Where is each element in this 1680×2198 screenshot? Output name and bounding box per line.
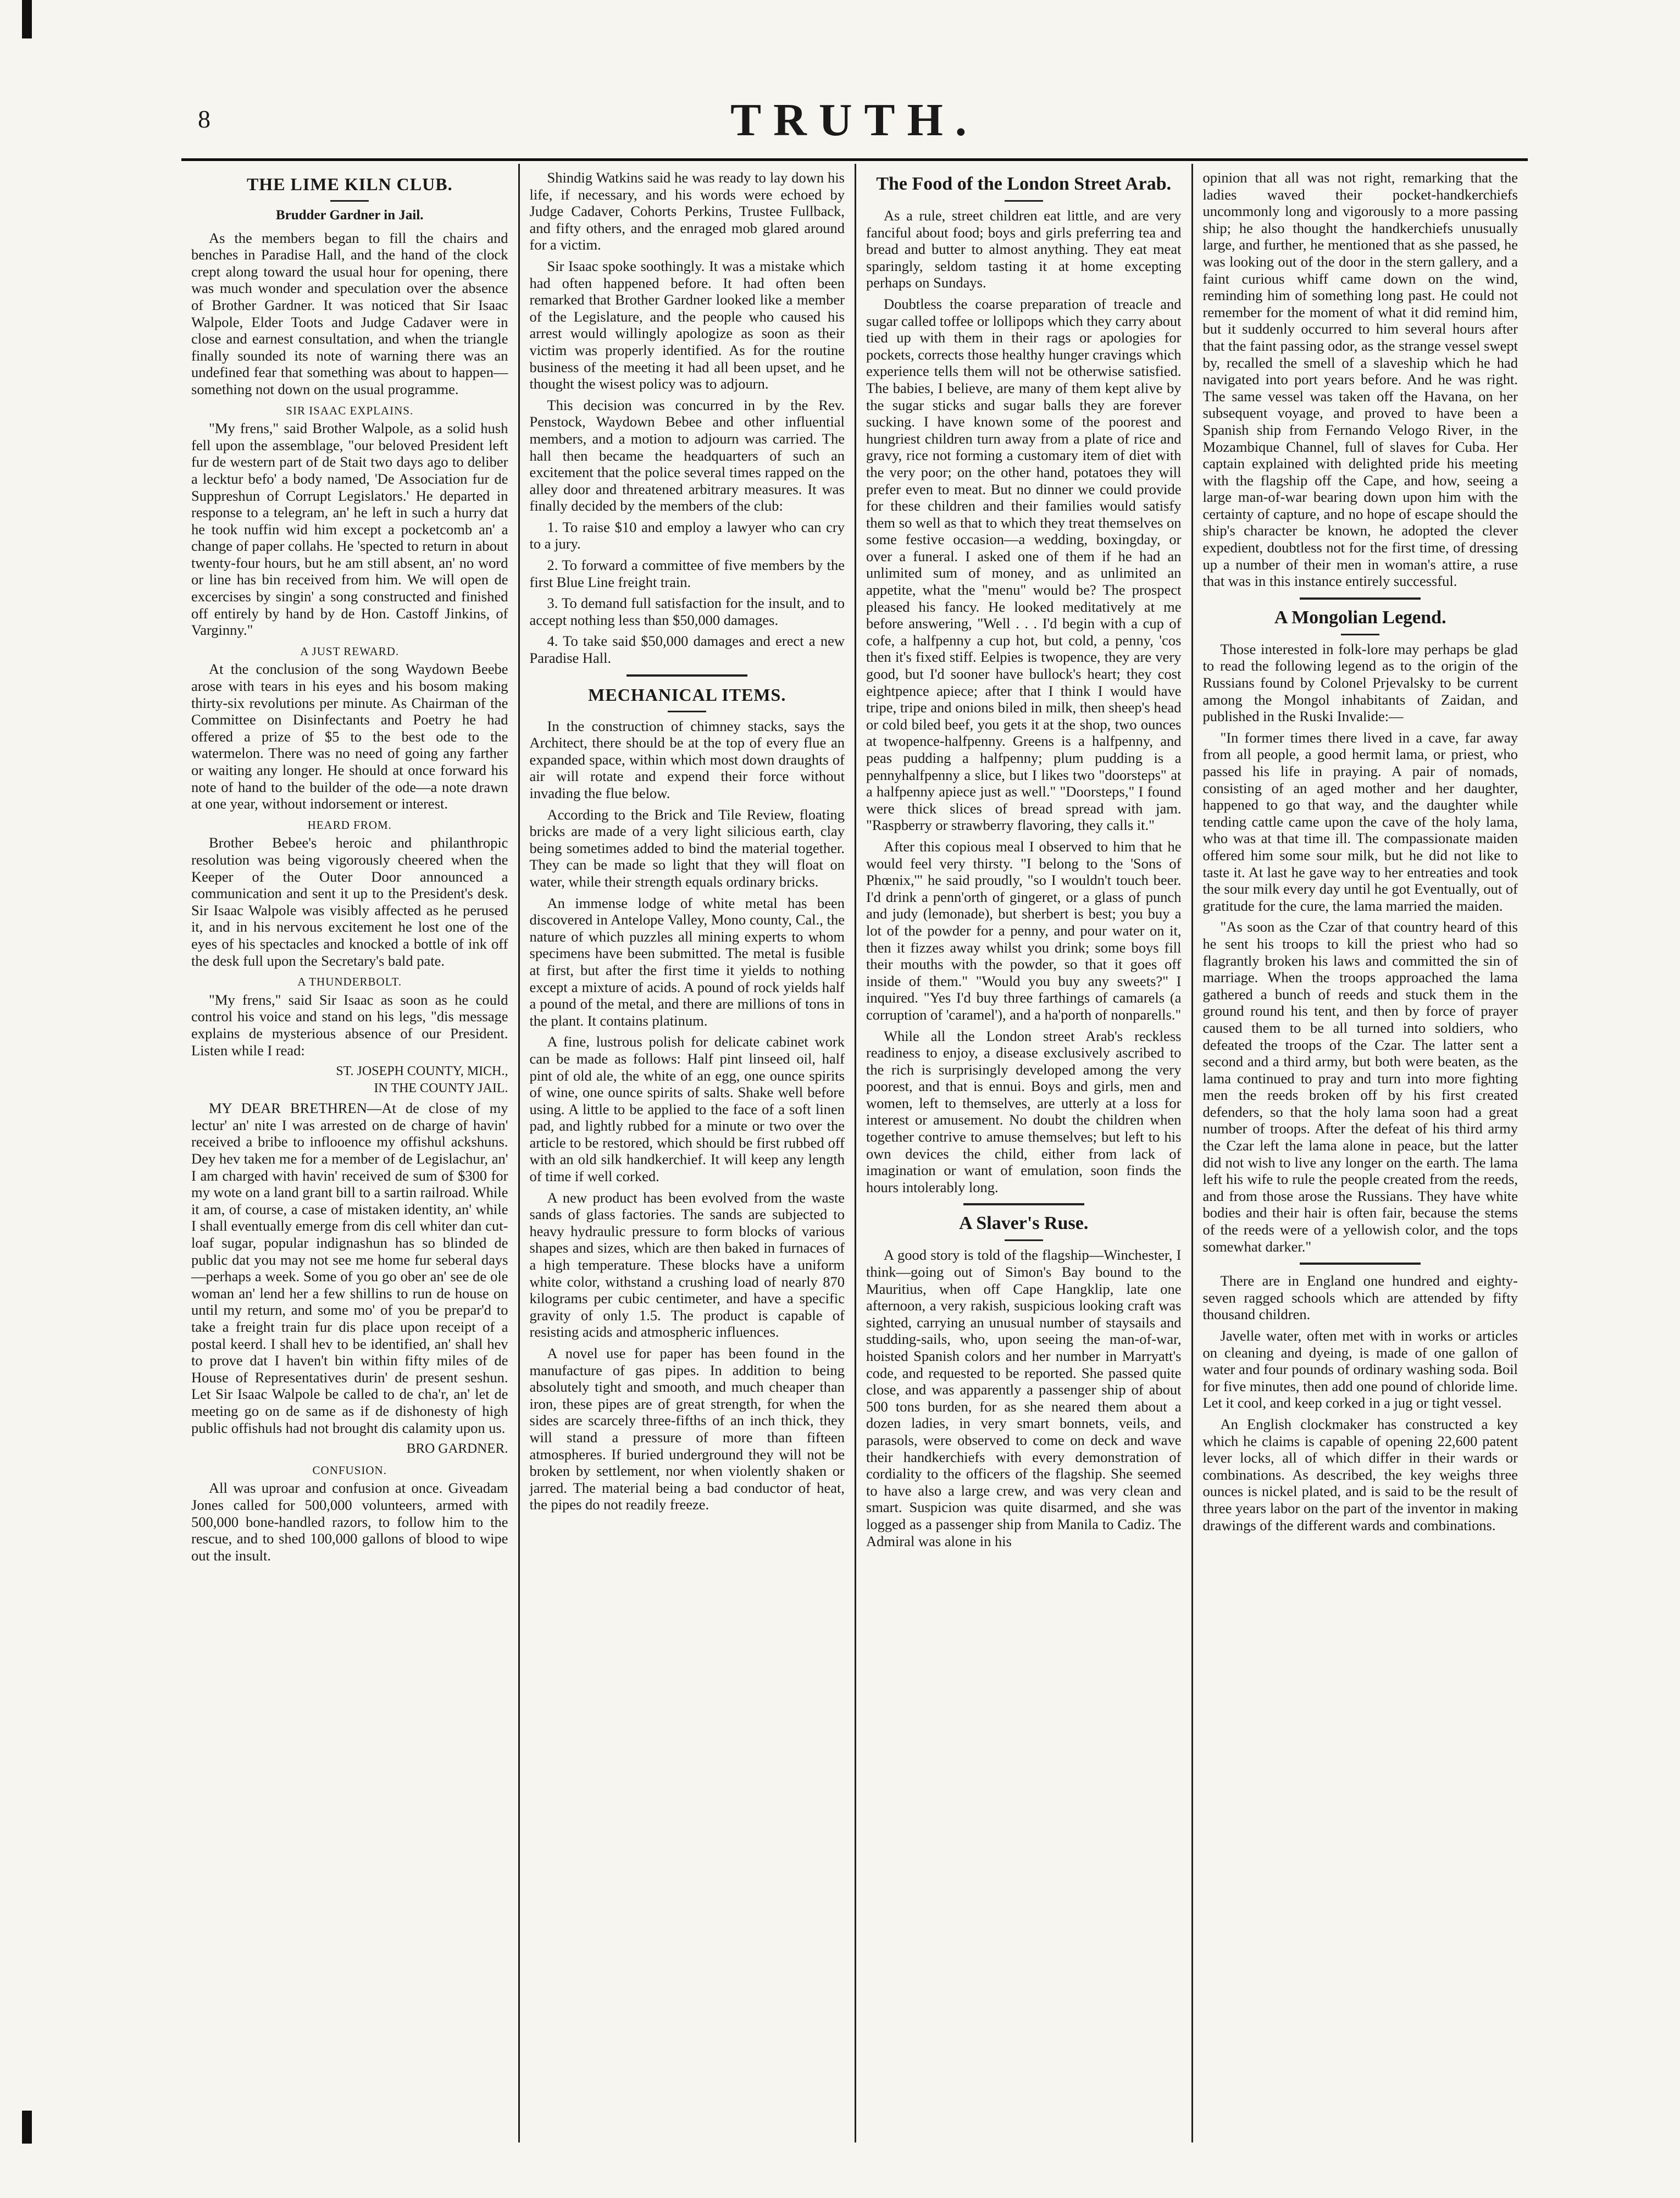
article-title: MECHANICAL ITEMS. — [588, 684, 786, 705]
divider — [1341, 634, 1379, 635]
divider — [1005, 1239, 1043, 1241]
paragraph: After this copious meal I observed to him that he would feel very thirsty. "I belong to the 'Sons of Phœnix,'" he said proudly, "so I wouldn't touch beer. I'd drink a penn'orth of gingeret, or a glass of punch and judy (lemonade), but sherbert is best; you buy a lot of the powder for a penny, and pour water on it, then it fizzes away whilst you drink; some boys fill their mouths with the powder, so that it goes off inside of them." "Would you buy any sweets?" I inquired. "Yes I'd buy three farthings of camarels (a corruption of 'caramel'), and a ha'porth of nonparells." — [866, 838, 1182, 1023]
divider — [668, 711, 706, 712]
article-title: A Mongolian Legend. — [1274, 607, 1446, 628]
divider — [1300, 1263, 1421, 1265]
resolution-item: 3. To demand full satisfaction for the insult, and to accept nothing less than $50,000 damages. — [529, 595, 845, 628]
dateline-place: ST. JOSEPH COUNTY, MICH., — [336, 1064, 508, 1079]
columns — [181, 164, 1528, 2142]
article-subhead: Brudder Gardner in Jail. — [275, 208, 424, 223]
paragraph: As a rule, street children eat little, and are very fanciful about food; boys and girls preferring tea and bread and butter to almost anything. They eat meat sparingly, seldom tasting it at home excepting perhaps on Sundays. — [866, 207, 1182, 291]
paragraph: "As soon as the Czar of that country heard of this he sent his troops to kill the priest who had so flagrantly broken his laws and committed the sin of marriage. When the troops approached the lama gathered a bunch of reeds and stuck them in the ground round his tent, and then by force of prayer caused them to be all turned into soldiers, who defeated the troops of the Czar. The latter sent a second and a third army, but both were beaten, as the lama continued to pray and turn into more fighting men the reeds broken off by his first created defenders, so that the holy lama soon had a great number of troops. After the defeat of his third army the Czar left the lama alone in peace, but the latter did not wish to live any longer on the earth. The lama left his wife to rule the people created from the reeds, and from those arose the Russians. They have white bodies and their hair is often fair, because the stems of the reeds were of a yellowish color, and the tops somewhat darker." — [1202, 918, 1518, 1255]
column-4 — [1191, 164, 1528, 2142]
paragraph: Those interested in folk-lore may perhaps be glad to read the following legend as to the origin of the Russians found by Colonel Prjevalsky to be current among the Mongol inhabitants of Zaidan, and published in the Ruski Invalide:— — [1202, 640, 1518, 725]
dateline-jail: IN THE COUNTY JAIL. — [374, 1081, 508, 1095]
section-heading: HEARD FROM. — [307, 818, 392, 832]
article-title: THE LIME KILN CLUB. — [246, 174, 453, 194]
letter-signature: BRO GARDNER. — [406, 1441, 508, 1457]
paragraph: "In former times there lived in a cave, far away from all people, a good hermit lama, or priest, who passed his life in praying. A pair of nomads, consisting of an aged mother and her daughter, happened to go that way, and the daughter while tending cattle came upon the cave of the holy lama, who was at that time ill. The compassionate maiden offered him some sour milk, but he did not like to taste it. At last he gave way to her entreaties and took the sour milk every day until he got Eventually, out of gratitude for the cure, the lama married the maiden. — [1202, 729, 1518, 914]
section-heading: SIR ISAAC EXPLAINS. — [286, 403, 414, 417]
page-number: 8 — [198, 105, 210, 133]
divider — [1005, 200, 1043, 202]
paragraph: Shindig Watkins said he was ready to lay down his life, if necessary, and his words were echoed by Judge Cadaver, Cohorts Perkins, Trustee Fullback, and fifty others, and the enraged mob glared around for a victim. — [529, 169, 845, 253]
paragraph: opinion that all was not right, remarking that the ladies waved their pocket-handkerchiefs uncommonly long and vigorously to a more passing ship; he also thought the handkerchiefs unusually large, and further, he mentioned that as she passed, he was looking out of the door in the stern gallery, and a faint curious whiff came down on the wind, reminding him of something long past. He could not remember for the moment of what it did remind him, but it suddenly occurred to him several hours after that the faint passing odor, as the strange vessel swept by, recalled the smell of a slaveship which he had navigated into port years before. And he was right. The same vessel was taken off the Havana, on her subsequent voyage, and proved to have been a Spanish ship from Fernando Velogo River, in the Mozambique Channel, full of slaves for Cuba. Her captain explained with delighted pride his meeting with the flagship off the Cape, and how, seeing a large man-of-war bearing down upon him with the certainty of capture, and no hope of escape should the ship's character be known, he adopted the clever expedient, doubtless not for the first time, of dressing up a number of their men in woman's attire, a ruse that was in this instance entirely successful. — [1202, 169, 1518, 590]
letter-dateline — [191, 1063, 508, 1097]
paragraph: A novel use for paper has been found in the manufacture of gas pipes. In addition to being absolutely tight and smooth, and much cheaper than iron, these pipes are of great strength, for when the sides are scarcely three-fifths of an inch thick, they will stand a pressure of more than fifteen atmospheres. If buried underground they will not be broken by settlement, nor when violently shaken or jarred. The material being a bad conductor of heat, the pipes do not readily freeze. — [529, 1345, 845, 1513]
resolution-item: 4. To take said $50,000 damages and erect a new Paradise Hall. — [529, 633, 845, 667]
paragraph: A good story is told of the flagship—Winchester, I think—going out of Simon's Bay bound to the Mauritius, when off Cape Hangklip, late one afternoon, a very rakish, suspicious looking craft was sighted, carrying an unusual number of staysails and studding-sails, who, upon seeing the man-of-war, hoisted Spanish colors and her number in Marryatt's code, and requested to be reported. She passed quite close, and was apparently a passenger ship of about 500 tons burden, for as she neared them about a dozen ladies, in very smart bonnets, veils, and parasols, were observed to come on deck and wave their handkerchiefs with every demonstration of cordiality to the officers of the flagship. She seemed to have also a large crew, and was very clean and smart. Suspicion was quite disarmed, and she was logged as a passenger ship from Manila to Cadiz. The Admiral was alone in his — [866, 1247, 1182, 1549]
divider — [963, 1203, 1084, 1205]
article-title: The Food of the London Street Arab. — [876, 174, 1172, 194]
paragraph: In the construction of chimney stacks, says the Architect, there should be at the top of every flue an expanded space, within which most down draughts of air will rotate and expend their force without invading the flue below. — [529, 717, 845, 801]
column-2 — [518, 164, 855, 2142]
paragraph: An immense lodge of white metal has been discovered in Antelope Valley, Mono county, Cal., the nature of which puzzles all mining experts to whom specimens have been submitted. The metal is fusible at first, but after the first time it yields to nothing except a mixture of acids. A pound of rock yields half a pound of the metal, and there are millions of tons in the plant. It contains platinum. — [529, 894, 845, 1029]
paragraph: Doubtless the coarse preparation of treacle and sugar called toffee or lollipops which they carry about tied up with them in their rags or apologies for pockets, corrects those healthy hunger cravings which experience tells them will not be otherwise satisfied. The babies, I believe, are many of them kept alive by the sugar sticks and sugar balls they are forever sucking. I have known some of the poorest and hungriest children turn away from a plate of rice and gravy, rice not forming a customary item of diet with the very poor; on the other hand, potatoes they will prefer even to meat. But no dinner we could provide for these children and their families would satisfy them so well as that to which they treat themselves on some festive occasion—a wedding, boxingday, or over a funeral. I asked one of them if he had an unlimited sum of money, and as unlimited an appetite, what the "menu" would be? The prospect pleased his fancy. He looked meditatively at me before answering, "Well . . . I'd begin with a cup of cofe, a halfpenny a cup hot, but cold, a penny, 'cos then it's fixed stiff. Eelpies is twopence, they are very good, but I'd sooner have bullock's heart; they cost eightpence apiece; after that I think I would have tripe, tripe and onions biled in milk, then sheep's head or cold biled beef, you gets it at the shop, two ounces at twopence-halfpenny. Greens is a halfpenny, and peas pudding a halfpenny; plum pudding is a pennyhalfpenny a slice, but I likes two "doorsteps" at a halfpenny apiece just as well." "Doorsteps," I found were thick slices of bread spread with jam. "Raspberry or strawberry flavoring, they calls it." — [866, 295, 1182, 834]
paragraph: "My frens," said Sir Isaac as soon as he could control his voice and stand on his legs, "dis message explains de mysterious absence of our President. Listen while I read: — [191, 991, 508, 1059]
scan-edge-mark — [22, 2111, 32, 2144]
paragraph: A new product has been evolved from the waste sands of glass factories. The sands are subjected to heavy hydraulic pressure to form blocks of various shapes and sizes, which are then baked in furnaces of a high temperature. These blocks have a uniform white color, withstand a crushing load of nearly 870 kilograms per cubic centimeter, and have a specific gravity of only 1.5. The product is capable of resisting acids and atmospheric influences. — [529, 1189, 845, 1341]
section-heading: CONFUSION. — [312, 1463, 387, 1477]
paragraph: A fine, lustrous polish for delicate cabinet work can be made as follows: Half pint linseed oil, half pint of old ale, the white of an egg, one ounce spirits of wine, one ounce spirits of salts. Shake well before using. A little to be applied to the face of a soft linen pad, and lightly rubbed for a minute or two over the article to be restored, which should be first rubbed off with an old silk handkerchief. It will keep any length of time if well corked. — [529, 1033, 845, 1185]
resolution-item: 1. To raise $10 and employ a lawyer who can cry to a jury. — [529, 518, 845, 552]
paragraph: This decision was concurred in by the Rev. Penstock, Waydown Bebee and other influential members, and a motion to adjourn was carried. The hall then became the headquarters of such an excitement that the police several times rapped on the alley door and threatened arbitrary measures. It was finally decided by the members of the club: — [529, 396, 845, 514]
paragraph: An English clockmaker has constructed a key which he claims is capable of opening 22,600 patent lever locks, all of which differ in their wards or combinations. As described, the key weighs three ounces is nickel plated, and is said to be the result of three years labor on the part of the inventor in making drawings of the different wards and combinations. — [1202, 1415, 1518, 1533]
paper-name: TRUTH. — [730, 95, 979, 146]
paragraph: While all the London street Arab's reckless readiness to enjoy, a disease exclusively ascribed to the rich is surprisingly developed among the very poorest, and that is ennui. Boys and girls, men and women, left to themselves, are utterly at a loss for interest or amusement. No doubt the children when together contrive to amuse themselves; but left to his own devices the child, either from lack of imagination or want of emulation, soon finds the hours intolerably long. — [866, 1027, 1182, 1195]
column-1 — [181, 164, 518, 2142]
paragraph: As the members began to fill the chairs and benches in Paradise Hall, and the hand of the clock crept along toward the usual hour for opening, there was much wonder and speculation over the absence of Brother Gardner. It was noticed that Sir Isaac Walpole, Elder Toots and Judge Cadaver were in close and earnest consultation, and when the triangle finally sounded its note of warning there was an undefined fear that something was about to happen—something not down on the usual programme. — [191, 229, 508, 397]
masthead — [181, 93, 1528, 154]
paragraph: According to the Brick and Tile Review, floating bricks are made of a very light silicious earth, clay being sometimes added to bind the material together. They can be made so light that they will float on water, while their strength equals ordinary bricks. — [529, 806, 845, 890]
paragraph: All was uproar and confusion at once. Giveadam Jones called for 500,000 volunteers, armed with 500,000 bone-handled razors, to follow him to the rescue, and to shed 100,000 gallons of blood to wipe out the insult. — [191, 1480, 508, 1564]
section-heading: A JUST REWARD. — [300, 644, 400, 658]
divider — [330, 200, 369, 202]
paragraph: Javelle water, often met with in works or articles on cleaning and dyeing, is made of one gallon of water and four pounds of ordinary washing soda. Boil for five minutes, then add one pound of chloride lime. Let it cool, and keep corked in a jug or tight vessel. — [1202, 1327, 1518, 1411]
paragraph: Sir Isaac spoke soothingly. It was a mistake which had often happened before. It had often been remarked that Brother Gardner looked like a member of the Legislature, and the people who caused his arrest would willingly apologize as soon as their victim was properly identified. As for the routine business of the meeting it had all been upset, and he thought the wisest policy was to adjourn. — [529, 257, 845, 392]
article-title: A Slaver's Ruse. — [959, 1213, 1089, 1234]
paragraph: "My frens," said Brother Walpole, as a solid hush fell upon the assemblage, "our beloved President left fur de western part of de Stait two days ago to deliber a lecktur befo' a body named, 'De Association fur de Suppreshun of Corrupt Legislators.' He departed in response to a telegram, an' he left in such a hurry dat he took nuffin wid him except a pocketcomb an' a change of paper collahs. He 'spected to return in about twenty-four hours, but he am still absent, an' no word or line has bin received from him. We will open de excercises by singin' a song constructed and finished off entirely by hand by de Hon. Castoff Jinkins, of Varginny." — [191, 420, 508, 639]
paragraph: Brother Bebee's heroic and philanthropic resolution was being vigorously cheered when the Keeper of the Outer Door announced a communication and sent it up to the President's desk. Sir Isaac Walpole was visibly affected as he perused it, and in his nervous excitement he lost one of the eyes of his spectacles and knocked a bottle of ink off the desk full upon the Secretary's bald pate. — [191, 834, 508, 969]
divider — [626, 674, 747, 677]
paragraph: There are in England one hundred and eighty-seven ragged schools which are attended by fifty thousand children. — [1202, 1272, 1518, 1323]
section-heading: A THUNDERBOLT. — [297, 975, 402, 989]
scan-edge-mark — [22, 0, 32, 38]
divider — [1300, 597, 1421, 600]
masthead-rule — [181, 158, 1528, 161]
letter-body: MY DEAR BRETHREN—At de close of my lectur' an' nite I was arrested on de charge of havin' received a bribe to inflooence my offishul ackshuns. Dey hev taken me for a member of de Legislachur, an' I am charged with havin' received de sum of $300 for my wote on a land grant bill to a sartin railroad. While it am, of course, a case of mistaken identity, an' while I shall eventually emerge from dis cell whiter dan cut-loaf sugar, popular indignashun has so blinded de public dat you may not see me home fur seberal days—perhaps a week. Some of you go ober an' see de ole woman an' lend her a few shillins to run de house on until my return, and some mo' of you be prepar'd to take a freight train fur dis place upon receipt of a postal keerd. I shall hev to be identified, an' shall hev to prove dat I haven't bin within fifty miles of de House of Representatives durin' de present seshun. Let Sir Isaac Walpole be called to de cha'r, an' let de meeting go on de same as if de dishonesty of high public offishuls had not brought dis calamity upon us. — [191, 1100, 508, 1436]
newspaper-page — [181, 93, 1528, 2149]
paragraph: At the conclusion of the song Waydown Beebe arose with tears in his eyes and his bosom making thirty-six revolutions per minute. As Chairman of the Committee on Disinfectants and Poetry he had offered a prize of $5 to the best ode to the watermelon. There was no need of going any farther or waiting any longer. He should at once forward his note of hand to the builder of the ode—a note drawn at one year, without indorsement or interest. — [191, 661, 508, 812]
resolution-item: 2. To forward a committee of five members by the first Blue Line freight train. — [529, 557, 845, 590]
column-3 — [855, 164, 1191, 2142]
